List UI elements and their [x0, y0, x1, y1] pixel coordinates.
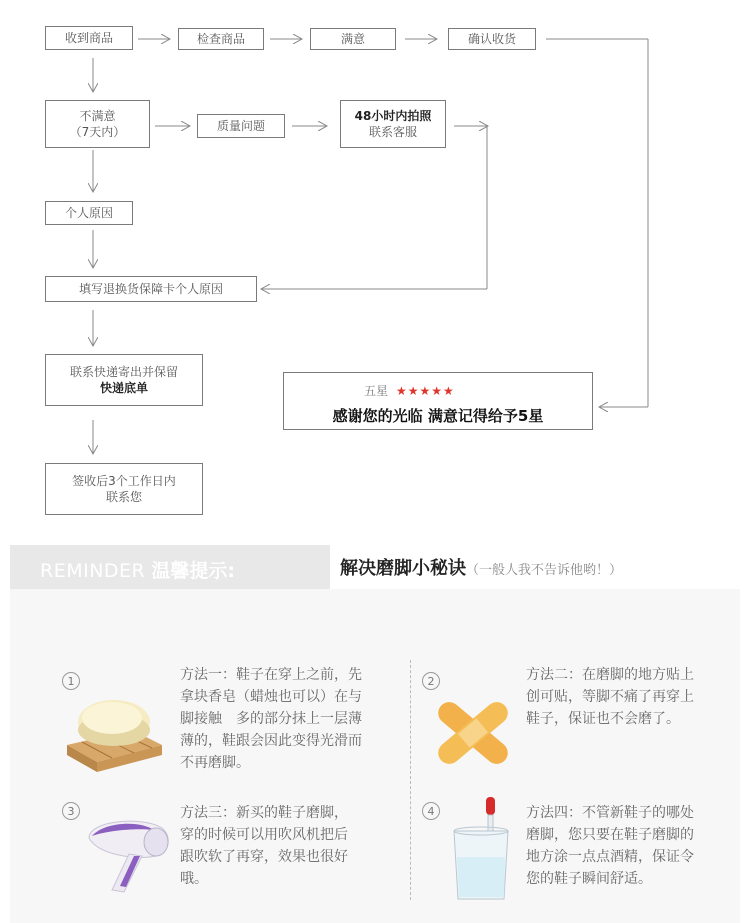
- bandage-icon: [428, 693, 518, 773]
- step-ship-line1: 联系快递寄出并保留: [69, 365, 178, 379]
- step-personal: [45, 201, 133, 225]
- method-2-line: 方法二：在磨脚的地方贴上: [526, 667, 694, 683]
- step-confirm-label: 确认收货: [467, 32, 516, 46]
- method-4-line: 方法四：不管新鞋子的哪处: [526, 805, 694, 821]
- reminder-en: REMINDER: [40, 560, 146, 582]
- method-1-number: 1: [62, 672, 80, 690]
- method-1-line: 拿块香皂（蜡烛也可以）在与: [180, 689, 362, 705]
- method-4-line: 地方涂一点点酒精，保证令: [526, 849, 694, 865]
- dropper-glass-icon: [448, 795, 518, 905]
- step-receive-label: 收到商品: [64, 31, 113, 45]
- step-photo-line2: 联系客服: [368, 125, 417, 139]
- reminder-cn: 温馨提示:: [151, 560, 235, 582]
- step-sign-line1: 签收后3个工作日内: [72, 474, 176, 488]
- step-receive: [45, 26, 133, 50]
- step-satisfied-label: 满意: [340, 32, 365, 46]
- step-inspect-label: 检查商品: [196, 32, 245, 46]
- method-2-text: [526, 664, 736, 730]
- step-fill-card: [45, 276, 257, 302]
- step-quality-label: 质量问题: [216, 119, 265, 133]
- method-3-number: 3: [62, 802, 80, 820]
- reminder-heading: [40, 556, 235, 583]
- method-4-text: [526, 802, 736, 890]
- step-ship-line2: 快递底单: [99, 381, 148, 395]
- method-1-line: 不再磨脚。: [180, 755, 250, 771]
- method-4-line: 您的鞋子瞬间舒适。: [526, 871, 652, 887]
- five-stars-icon: ★★★★★: [396, 383, 455, 398]
- rating-box: [283, 372, 593, 430]
- step-quality: [197, 114, 285, 138]
- method-3-text: [180, 802, 402, 890]
- step-satisfied: [310, 28, 396, 50]
- tips-title: [340, 554, 622, 580]
- step-unsatisfied-line1: 不满意: [79, 109, 116, 123]
- method-3-line: 跟吹软了再穿，效果也很好: [180, 849, 348, 865]
- step-ship: [45, 354, 203, 406]
- step-inspect: [178, 28, 264, 50]
- method-2-number: 2: [422, 672, 440, 690]
- method-4-line: 磨脚，您只要在鞋子磨脚的: [526, 827, 694, 843]
- method-1-text: [180, 664, 402, 774]
- method-1-line: 方法一：鞋子在穿上之前，先: [180, 667, 362, 683]
- method-2-line: 创可贴，等脚不痛了再穿上: [526, 689, 694, 705]
- step-sign-line2: 联系您: [105, 490, 142, 504]
- method-3-line: 哦。: [180, 871, 208, 887]
- step-sign: [45, 463, 203, 515]
- step-personal-label: 个人原因: [64, 206, 113, 220]
- tips-title-text: 解决磨脚小秘诀: [340, 558, 466, 579]
- tips-note: （一般人我不告诉他哟！）: [466, 563, 623, 578]
- method-1-line: 脚接触 多的部分抹上一层薄: [180, 711, 362, 727]
- step-confirm: [448, 28, 536, 50]
- step-unsatisfied-line2: （7天内）: [69, 125, 126, 139]
- rating-row: [364, 382, 455, 399]
- step-unsatisfied: [45, 100, 150, 148]
- step-photo: [340, 100, 446, 148]
- method-1-line: 薄的，鞋跟会因此变得光滑而: [180, 733, 362, 749]
- tips-divider: [410, 660, 411, 900]
- method-3-line: 方法三：新买的鞋子磨脚，: [180, 805, 348, 821]
- reminder-banner: [10, 545, 330, 589]
- soap-icon: [62, 690, 167, 780]
- method-2-line: 鞋子，保证也不会磨了。: [526, 711, 680, 727]
- step-photo-line1: 48小时内拍照: [354, 109, 432, 123]
- rating-label: 五星: [364, 384, 389, 398]
- method-4-number: 4: [422, 802, 440, 820]
- hair-dryer-icon: [84, 808, 174, 896]
- rating-thanks: 感谢您的光临 满意记得给予5星: [332, 407, 544, 425]
- method-3-line: 穿的时候可以用吹风机把后: [180, 827, 348, 843]
- step-fill-card-label: 填写退换货保障卡个人原因: [78, 282, 223, 296]
